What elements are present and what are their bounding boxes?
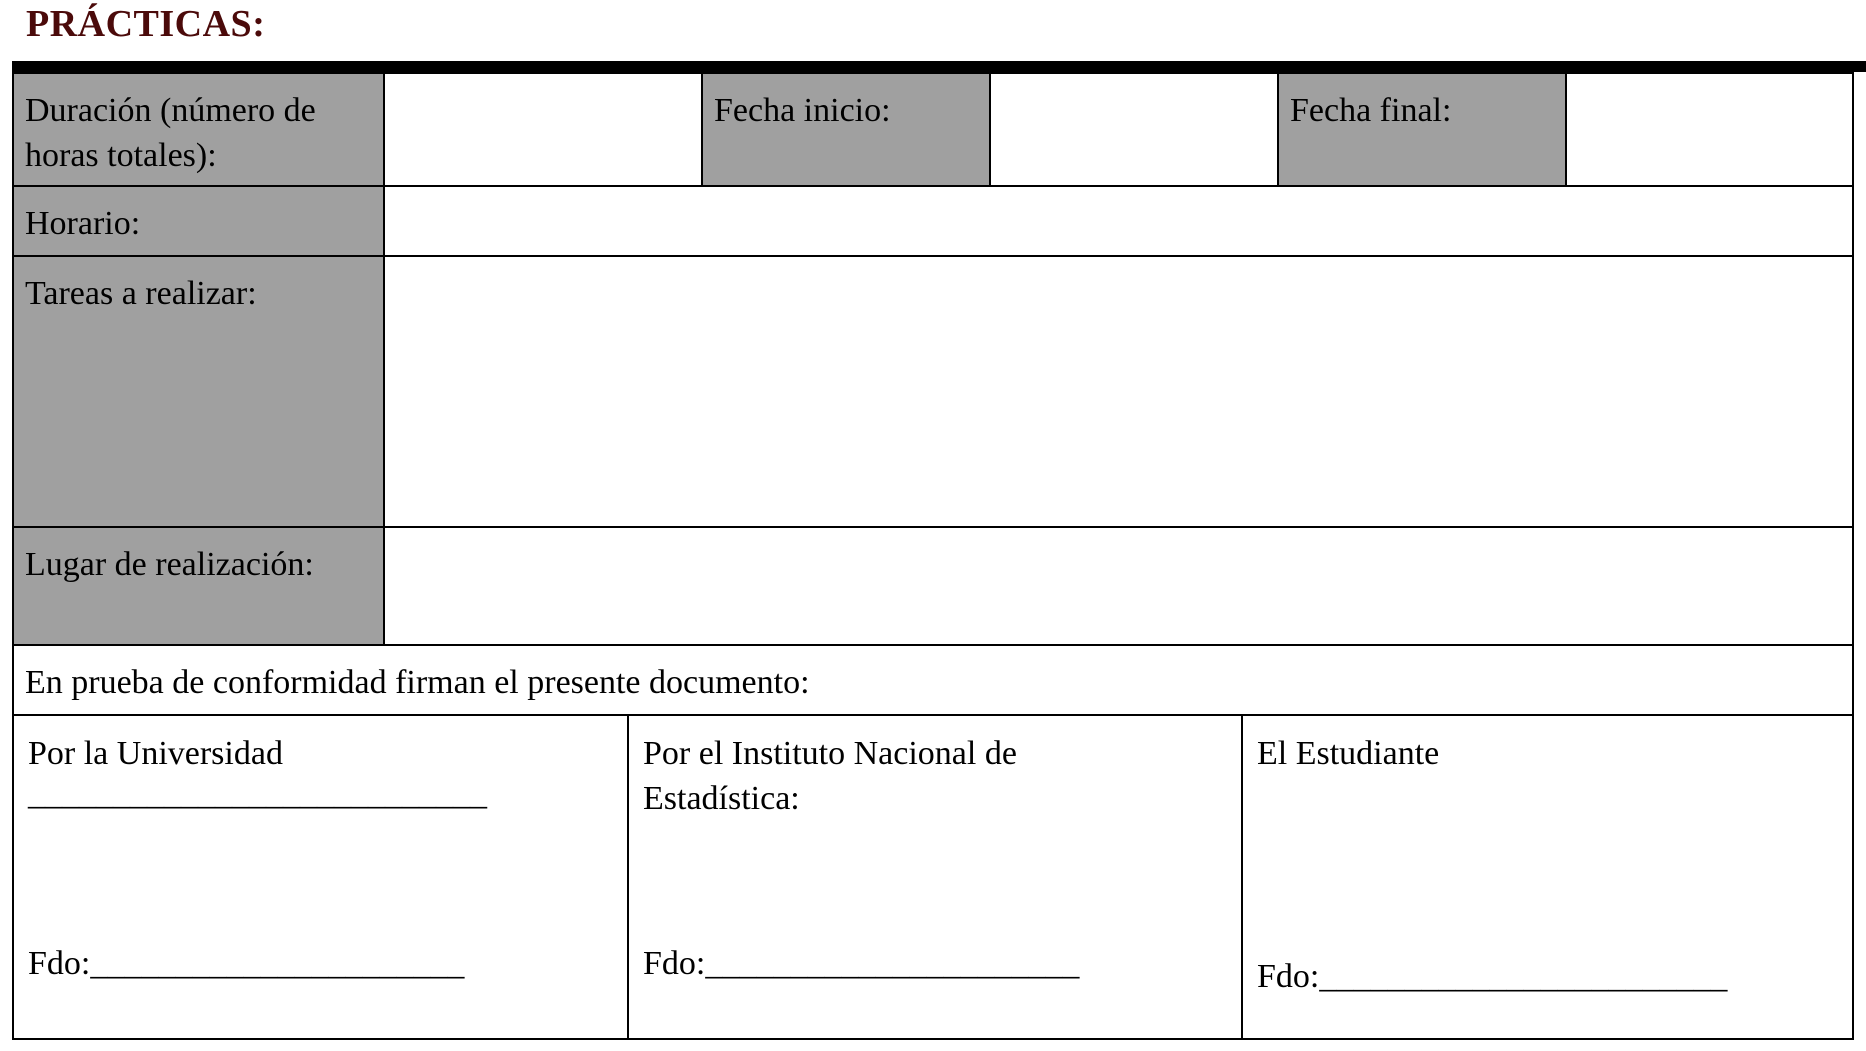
conformidad-row [12, 644, 1854, 716]
top-rule [12, 61, 1866, 72]
duracion-label: Duración (número de horas totales): [25, 92, 316, 174]
fdo-ine[interactable]: Fdo:______________________ [643, 945, 1080, 982]
tareas-label-cell [12, 255, 383, 528]
fdo-estudiante[interactable]: Fdo:________________________ [1257, 958, 1728, 995]
fecha-inicio-label: Fecha inicio: [714, 92, 891, 129]
universidad-signature-line[interactable]: ___________________________ [28, 775, 487, 812]
fecha-final-field[interactable] [1565, 72, 1854, 187]
ine-label: Por el Instituto Nacional de Estadística: [643, 735, 1017, 817]
lugar-label-cell [12, 526, 383, 646]
fecha-final-label: Fecha final: [1290, 92, 1452, 129]
page-title: PRÁCTICAS: [26, 3, 266, 45]
tareas-field[interactable] [383, 255, 1854, 528]
horario-label-cell [12, 185, 383, 257]
fecha-final-label-cell [1277, 72, 1565, 187]
estudiante-label: El Estudiante [1257, 735, 1440, 772]
lugar-label: Lugar de realización: [25, 546, 314, 583]
fdo-universidad[interactable]: Fdo:______________________ [28, 945, 465, 982]
lugar-field[interactable] [383, 526, 1854, 646]
duracion-label-cell [12, 72, 383, 187]
signature-estudiante-cell [1241, 714, 1854, 1040]
tareas-label: Tareas a realizar: [25, 275, 257, 312]
signature-ine-cell [627, 714, 1241, 1040]
horario-field[interactable] [383, 185, 1854, 257]
fecha-inicio-field[interactable] [989, 72, 1277, 187]
conformidad-text: En prueba de conformidad firman el presente documento: [25, 664, 810, 701]
horario-label: Horario: [25, 205, 141, 242]
signature-universidad-cell [12, 714, 627, 1040]
fecha-inicio-label-cell [701, 72, 989, 187]
duracion-field[interactable] [383, 72, 701, 187]
universidad-label: Por la Universidad [28, 735, 283, 772]
